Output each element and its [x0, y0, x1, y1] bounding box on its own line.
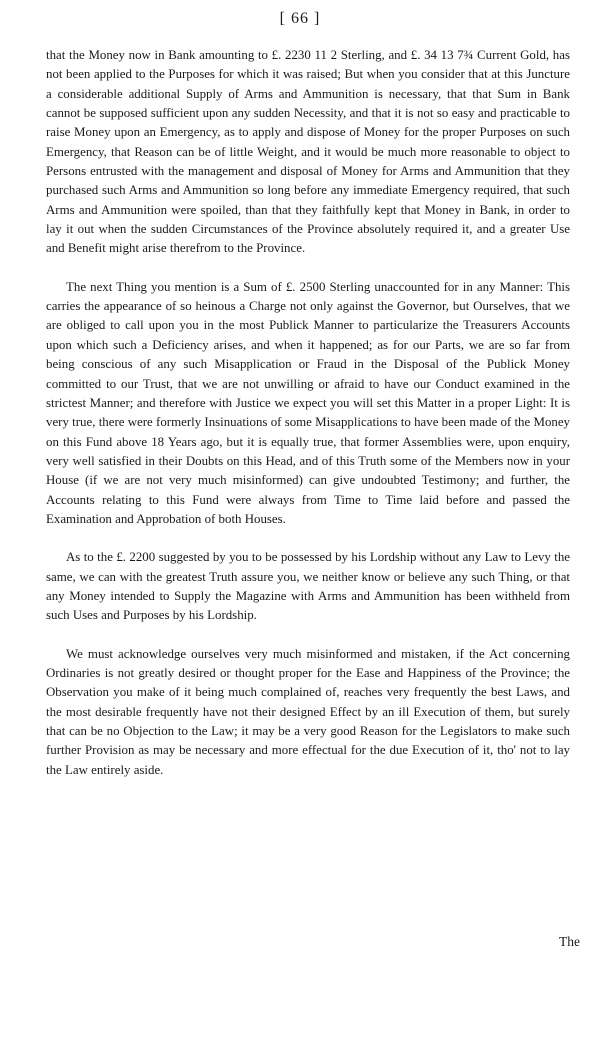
page-number: [ 66 ] [279, 10, 321, 27]
catchword: The [559, 934, 580, 949]
paragraph: As to the £. 2200 suggested by you to be possessed by his Lordship without any Law to Levy the same, we can with the greatest Truth assure you, we neither know or believe any such Thing, or that any Money intended to Supply the Magazine with Arms and Ammunition has been withheld from such Uses and Purposes by his Lordship. [46, 550, 570, 623]
paragraph: The next Thing you mention is a Sum of £. 2500 Sterling unaccounted for in any Manner: This carries the appearance of so heinous a Charge not only against the Governor, but Ourselves, that we are obliged to call upon you in the most Publick Manner to particularize the Treasurers Accounts upon which such a Deficiency arises, and when it happened; as for our Parts, we are so far from being conscious of any such Misapplication or Fraud in the Disposal of the Publick Money committed to our Trust, that we are not unwilling or afraid to have our Conduct examined in the strictest Manner; and therefore with Justice we expect you will set this Matter in a proper Light: It is very true, there were formerly Insinuations of some Misapplications to have been made of the Money on this Fund above 18 Years ago, but it is equally true, that former Assemblies were, upon enquiry, very well satisfied in their Doubts on this Head, and of this Truth some of the Members now in your House (if we are not very much misinformed) can give undoubted Testimony; and further, the Accounts relating to this Fund were always from Time to Time laid before and passed the Examination and Approbation of both Houses. [46, 279, 570, 526]
paragraph: that the Money now in Bank amounting to £. 2230 11 2 Sterling, and £. 34 13 7¾ Current Gold, has not been applied to the Purposes for which it was raised; But when you consider that at this Juncture a considerable additional Supply of Arms and Ammunition is necessary, that that Sum in Bank cannot be supposed sufficient upon any sudden Necessity, and that it is not so easy and practicable to raise Money upon an Emergency, as to apply and dispose of Money for the proper Purposes on such Emergency, that Reason can be of little Weight, and it would be much more reasonable to object to Persons entrusted with the management and disposal of Money for Arms and Ammunition that they purchased such Arms and Ammunition so long before any immediate Emergency required, that such Arms and Ammunition were spoiled, than that they faithfully kept that Money in Bank, in order to lay it out when the sudden Circumstances of the Province absolutely required it, and a greater Use and Benefit might arise therefrom to the Province. [46, 48, 570, 256]
paragraph: We must acknowledge ourselves very much misinformed and mistaken, if the Act concerning Ordinaries is not greatly desired or thought proper for the Ease and Happiness of the Province; the Observation you make of it being much complained of, reaches very frequently the best Laws, and the most desirable frequently have not their designed Effect by an ill Execution of them, but surely that can be no Objection to the Law; it may be a very good Reason for the Legislators to make such further Provision as may be necessary and more effectual for the due Execution of it, tho' not to lay the Law entirely aside. [46, 646, 570, 777]
body-text [46, 46, 570, 780]
